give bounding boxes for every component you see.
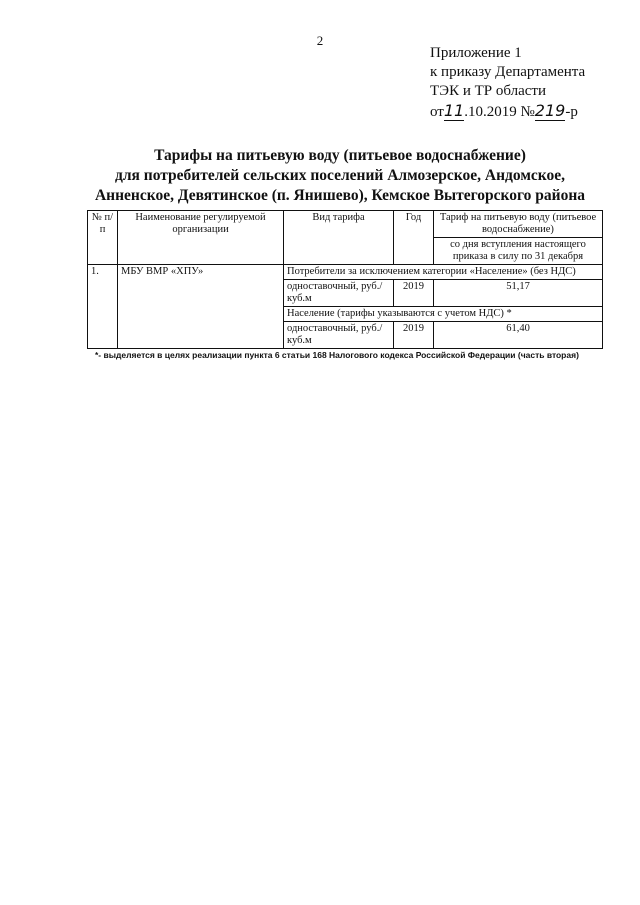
tariff-type: одноставочный, руб./куб.м	[284, 322, 394, 349]
date-prefix: от	[430, 104, 444, 120]
row-org: МБУ ВМР «ХПУ»	[118, 265, 284, 349]
title-line-1: Тарифы на питьевую воду (питьевое водоснабжение)	[154, 147, 526, 164]
annex-line-1: Приложение 1	[430, 45, 522, 61]
footnote: *- выделяется в целях реализации пункта 6 статьи 168 Налогового кодекса Российской Федерации (часть вторая)	[95, 350, 579, 360]
title-line-3: Анненское, Девятинское (п. Янишево), Кемское Вытегорского района	[94, 187, 586, 204]
page-number: 2	[316, 33, 324, 48]
header-num: № п/п	[88, 211, 118, 265]
annex-line-2: к приказу Департамента	[430, 64, 586, 80]
row-num: 1.	[88, 265, 118, 349]
table-header-row	[88, 211, 603, 238]
document-title	[60, 146, 620, 206]
header-tariff: Тариф на питьевую воду (питьевое водоснабжение)	[434, 211, 603, 238]
annex-header	[430, 44, 630, 122]
title-line-2: для потребителей сельских поселений Алмозерское, Андомское,	[114, 167, 565, 184]
annex-line-3: ТЭК и ТР области	[430, 83, 546, 99]
tariff-value: 51,17	[434, 280, 603, 307]
tariff-type: одноставочный, руб./куб.м	[284, 280, 394, 307]
header-org: Наименование регулируемой организации	[118, 211, 284, 265]
order-suffix: -р	[565, 104, 578, 120]
tariff-year: 2019	[394, 280, 434, 307]
header-year: Год	[394, 211, 434, 265]
annex-date-line	[430, 101, 630, 122]
header-type: Вид тарифа	[284, 211, 394, 265]
order-number-handwritten: 219	[534, 101, 566, 120]
tariff-table	[87, 210, 603, 349]
section-consumers: Потребители за исключением категории «Население» (без НДС)	[284, 265, 603, 280]
section-population: Население (тарифы указываются с учетом НДС) *	[284, 307, 603, 322]
date-day-handwritten: 11	[443, 101, 465, 120]
tariff-value: 61,40	[434, 322, 603, 349]
header-tariff-period: со дня вступления настоящего приказа в силу по 31 декабря	[434, 238, 603, 265]
tariff-year: 2019	[394, 322, 434, 349]
table-row	[88, 265, 603, 280]
date-rest: .10.2019 №	[464, 104, 535, 120]
